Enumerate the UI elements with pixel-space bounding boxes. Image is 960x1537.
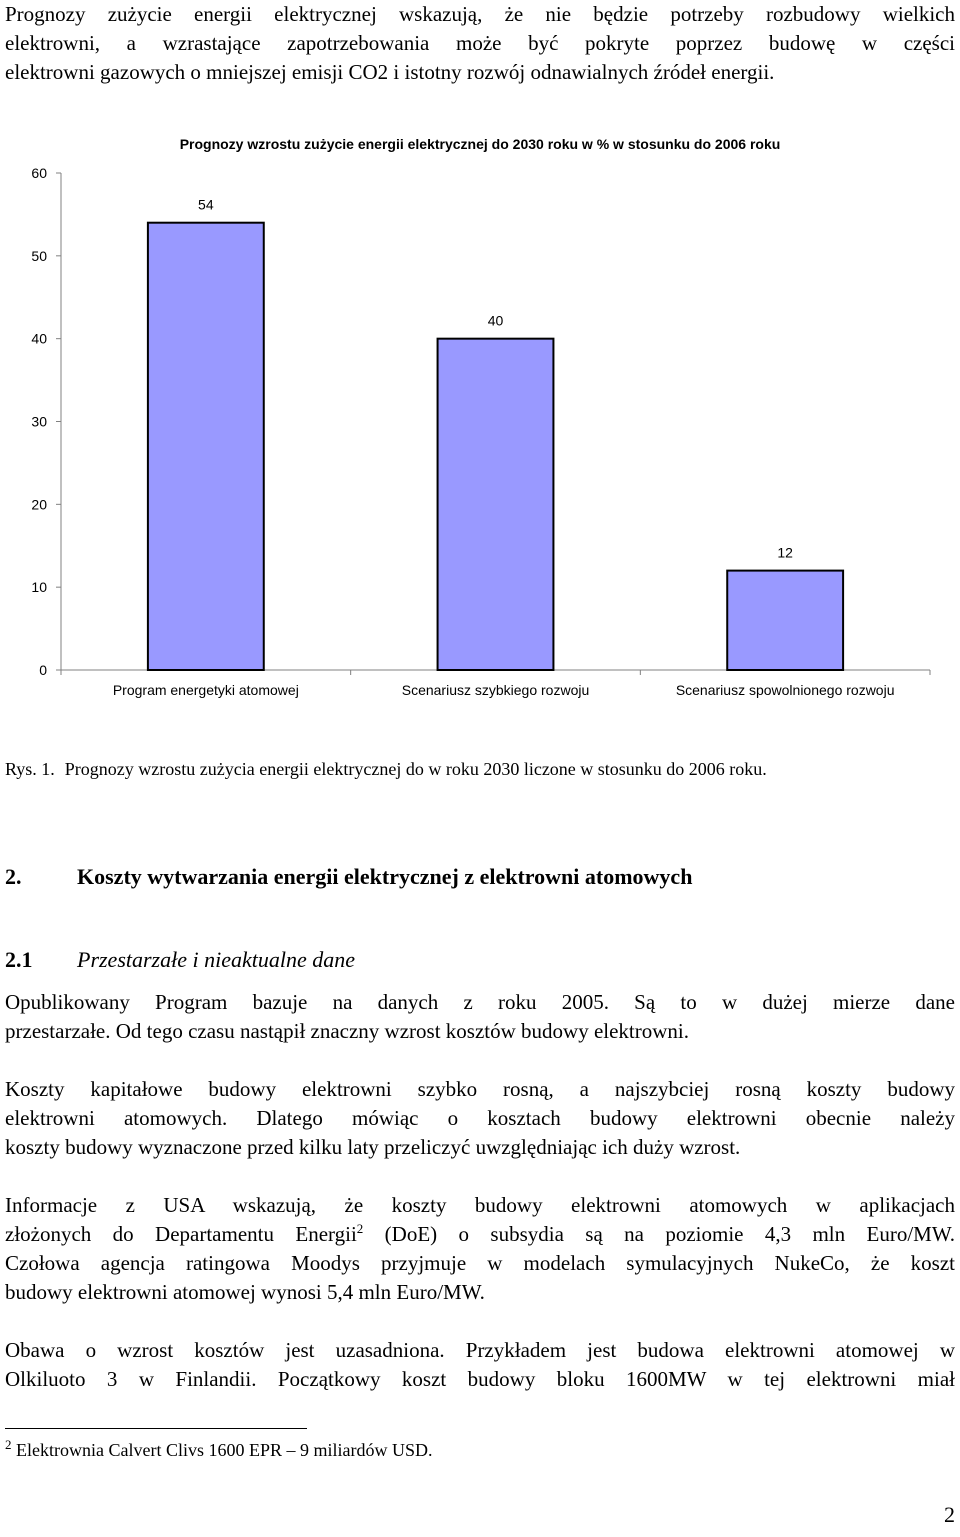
paragraph-2 bbox=[5, 1075, 955, 1162]
paragraph-line: Koszty kapitałowe budowy elektrowni szybko rosną, a najszybciej rosną koszty budowy bbox=[5, 1077, 955, 1101]
footnote-rule bbox=[5, 1428, 307, 1429]
subsection-number: 2.1 bbox=[5, 947, 33, 972]
y-tick-label: 40 bbox=[31, 330, 47, 347]
intro-line: elektrowni, a wzrastające zapotrzebowania może być pokryte poprzez budowę w części bbox=[5, 31, 955, 55]
bar-value-label: 54 bbox=[198, 196, 214, 213]
paragraph-line: koszty budowy wyznaczone przed kilku laty przeliczyć uwzględniając ich duży wzrost. bbox=[5, 1135, 741, 1159]
intro-line: elektrowni gazowych o mniejszej emisji CO2 i istotny rozwój odnawialnych źródeł energii. bbox=[5, 60, 775, 84]
intro-paragraph bbox=[5, 0, 955, 87]
paragraph-line: przestarzałe. Od tego czasu nastąpił znaczny wzrost kosztów budowy elektrowni. bbox=[5, 1019, 690, 1043]
paragraph-line bbox=[5, 1220, 955, 1249]
footnote-ref[interactable]: 2 bbox=[356, 1221, 364, 1236]
paragraph-line: Opublikowany Program bazuje na danych z roku 2005. Są to w dużej mierze dane bbox=[5, 990, 955, 1014]
line-part: (DoE) o subsydia są na poziomie 4,3 mln Euro/MW. bbox=[363, 1222, 955, 1246]
paragraph-3 bbox=[5, 1191, 955, 1307]
bar-value-label: 40 bbox=[487, 312, 504, 329]
section-heading bbox=[5, 864, 692, 890]
paragraph-line: Czołowa agencja ratingowa Moodys przyjmuje w modelach symulacyjnych NukeCo, że koszt bbox=[5, 1251, 955, 1275]
category-label: Scenariusz szybkiego rozwoju bbox=[401, 682, 590, 698]
subsection-title: Przestarzałe i nieaktualne dane bbox=[77, 947, 356, 972]
y-tick-label: 20 bbox=[31, 496, 47, 513]
y-tick-label: 50 bbox=[31, 247, 47, 264]
paragraph-4 bbox=[5, 1336, 955, 1394]
line-part: złożonych do Departamentu Energii bbox=[5, 1222, 357, 1246]
category-label: Scenariusz spowolnionego rozwoju bbox=[675, 682, 895, 698]
figure-caption bbox=[5, 757, 767, 781]
bar bbox=[148, 223, 264, 670]
y-tick-label: 0 bbox=[39, 662, 47, 678]
chart-title: Prognozy wzrostu zużycie energii elektrycznej do 2030 roku w % w stosunku do 2006 roku bbox=[179, 136, 781, 152]
footnote bbox=[5, 1437, 433, 1461]
subsection-heading bbox=[5, 947, 355, 973]
category-label: Program energetyki atomowej bbox=[112, 682, 299, 698]
section-number: 2. bbox=[5, 864, 22, 889]
footnote-text: Elektrownia Calvert Clivs 1600 EPR – 9 miliardów USD. bbox=[11, 1440, 433, 1460]
paragraph-line: budowy elektrowni atomowej wynosi 5,4 mln Euro/MW. bbox=[5, 1280, 485, 1304]
bar-chart bbox=[0, 118, 960, 718]
footnote-mark: 2 bbox=[5, 1437, 12, 1452]
paragraph-line: Obawa o wzrost kosztów jest uzasadniona. Przykładem jest budowa elektrowni atomowej w bbox=[5, 1338, 955, 1362]
y-tick-label: 60 bbox=[31, 165, 47, 181]
paragraph-line: elektrowni atomowych. Dlatego mówiąc o kosztach budowy elektrowni obecnie należy bbox=[5, 1106, 955, 1130]
bar bbox=[438, 339, 554, 670]
caption-label: Rys. 1. bbox=[5, 759, 55, 779]
paragraph-line: Informacje z USA wskazują, że koszty budowy elektrowni atomowych w aplikacjach bbox=[5, 1193, 955, 1217]
bar bbox=[727, 571, 843, 670]
page-number: 2 bbox=[944, 1502, 955, 1527]
caption-text: Prognozy wzrostu zużycia energii elektrycznej do w roku 2030 liczone w stosunku do 2006 roku. bbox=[64, 759, 767, 779]
chart-bars bbox=[148, 223, 843, 670]
y-tick-label: 10 bbox=[31, 579, 47, 596]
paragraph-line: Olkiluoto 3 w Finlandii. Początkowy koszt budowy bloku 1600MW w tej elektrowni miał bbox=[5, 1367, 955, 1391]
y-tick-label: 30 bbox=[31, 413, 47, 430]
intro-line: Prognozy zużycie energii elektrycznej wskazują, że nie będzie potrzeby rozbudowy wielkich bbox=[5, 2, 955, 26]
bar-value-label: 12 bbox=[777, 544, 793, 561]
paragraph-1 bbox=[5, 988, 955, 1046]
section-title: Koszty wytwarzania energii elektrycznej z elektrowni atomowych bbox=[77, 864, 693, 889]
